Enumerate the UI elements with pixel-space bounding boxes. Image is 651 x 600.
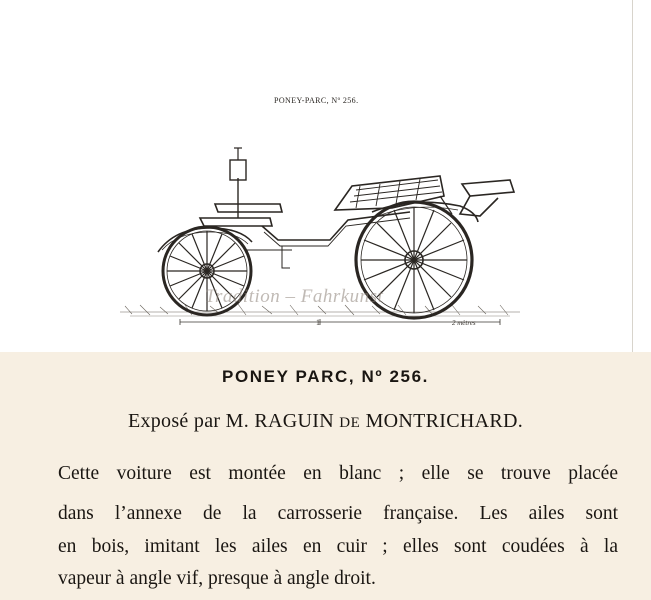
watermark: Tradition – Fahrkunst [205,286,384,307]
body-line-2: dans l’annexe de la carrosserie française. Les ailes sont [58,503,618,524]
body-line-3: en bois, imitant les ailes en cuir ; elles sont coudées à la [58,536,618,557]
exhibitor-name: RAGUIN [254,410,334,432]
body-line-1: Cette voiture est montée en blanc ; elle se trouve placée [58,463,618,484]
plate-caption: PONEY-PARC, Nº 256. [274,96,359,105]
body-line-4: vapeur à angle vif, presque à angle droit. [58,568,376,589]
plate-edge [632,0,633,352]
scale-label: 2 mètres [452,319,476,327]
scale-tick-label: 1 [316,318,320,327]
exhibitor-line [0,410,651,433]
exhibitor-particle: DE [339,415,361,431]
exhibitor-prefix: Exposé par M. [127,410,250,432]
document-title: PONEY PARC, Nº 256. [222,367,429,386]
carriage-body [158,148,514,268]
exhibitor-place: MONTRICHARD. [365,410,524,432]
